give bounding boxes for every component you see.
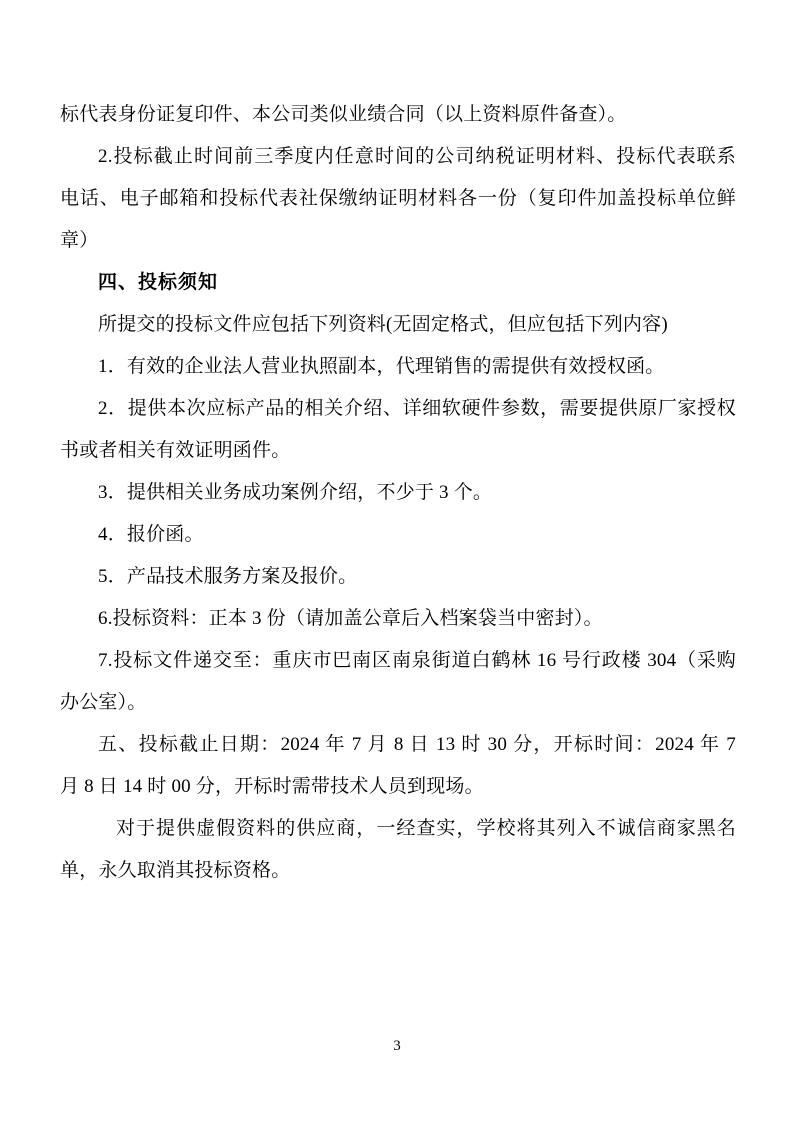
paragraph-deadline-line-1: 五、投标截止日期：2024 年 7 月 8 日 13 时 30 分，开标时间：2024 年 7 [98,734,736,755]
paragraph-tax-certificate-line-1: 2.投标截止时间前三季度内任意时间的公司纳税证明材料、投标代表联系 [98,146,736,167]
list-item-5-technical-service-plan: 5．产品技术服务方案及报价。 [98,566,358,587]
document-body [60,94,736,892]
intro-required-materials-line: 所提交的投标文件应包括下列资料(无固定格式，但应包括下列内容) [98,314,668,335]
list-item-1-business-license: 1．有效的企业法人营业执照副本，代理销售的需提供有效授权函。 [98,356,665,377]
list-item-7-delivery-address-line-1: 7.投标文件递交至：重庆市巴南区南泉街道白鹤林 16 号行政楼 304（采购 [98,650,736,671]
paragraph-warning-line-1: 对于提供虚假资料的供应商，一经查实，学校将其列入不诚信商家黑名 [116,818,736,839]
list-item-4-quotation-letter: 4．报价函。 [98,524,204,545]
list-item-2-product-intro-line-2: 书或者相关有效证明函件。 [60,440,291,461]
page-number: 3 [393,1038,401,1054]
list-item-6-bid-materials: 6.投标资料：正本 3 份（请加盖公章后入档案袋当中密封）。 [98,608,603,629]
paragraph-tax-certificate-line-2: 电话、电子邮箱和投标代表社保缴纳证明材料各一份（复印件加盖投标单位鲜 [60,188,736,209]
list-item-7-delivery-address-line-2: 办公室）。 [60,692,147,713]
paragraph-warning-line-2: 单，永久取消其投标资格。 [60,860,291,881]
list-item-2-product-intro-line-1: 2．提供本次应标产品的相关介绍、详细软硬件参数，需要提供原厂家授权 [98,398,736,419]
paragraph-tax-certificate-line-3: 章） [60,230,99,251]
list-item-3-success-cases: 3．提供相关业务成功案例介绍，不少于 3 个。 [98,482,493,503]
section-heading-bid-instructions: 四、投标须知 [98,272,219,293]
paragraph-deadline-line-2: 月 8 日 14 时 00 分，开标时需带技术人员到现场。 [60,776,484,797]
paragraph-continuation-line: 标代表身份证复印件、本公司类似业绩合同（以上资料原件备查）。 [60,104,627,125]
